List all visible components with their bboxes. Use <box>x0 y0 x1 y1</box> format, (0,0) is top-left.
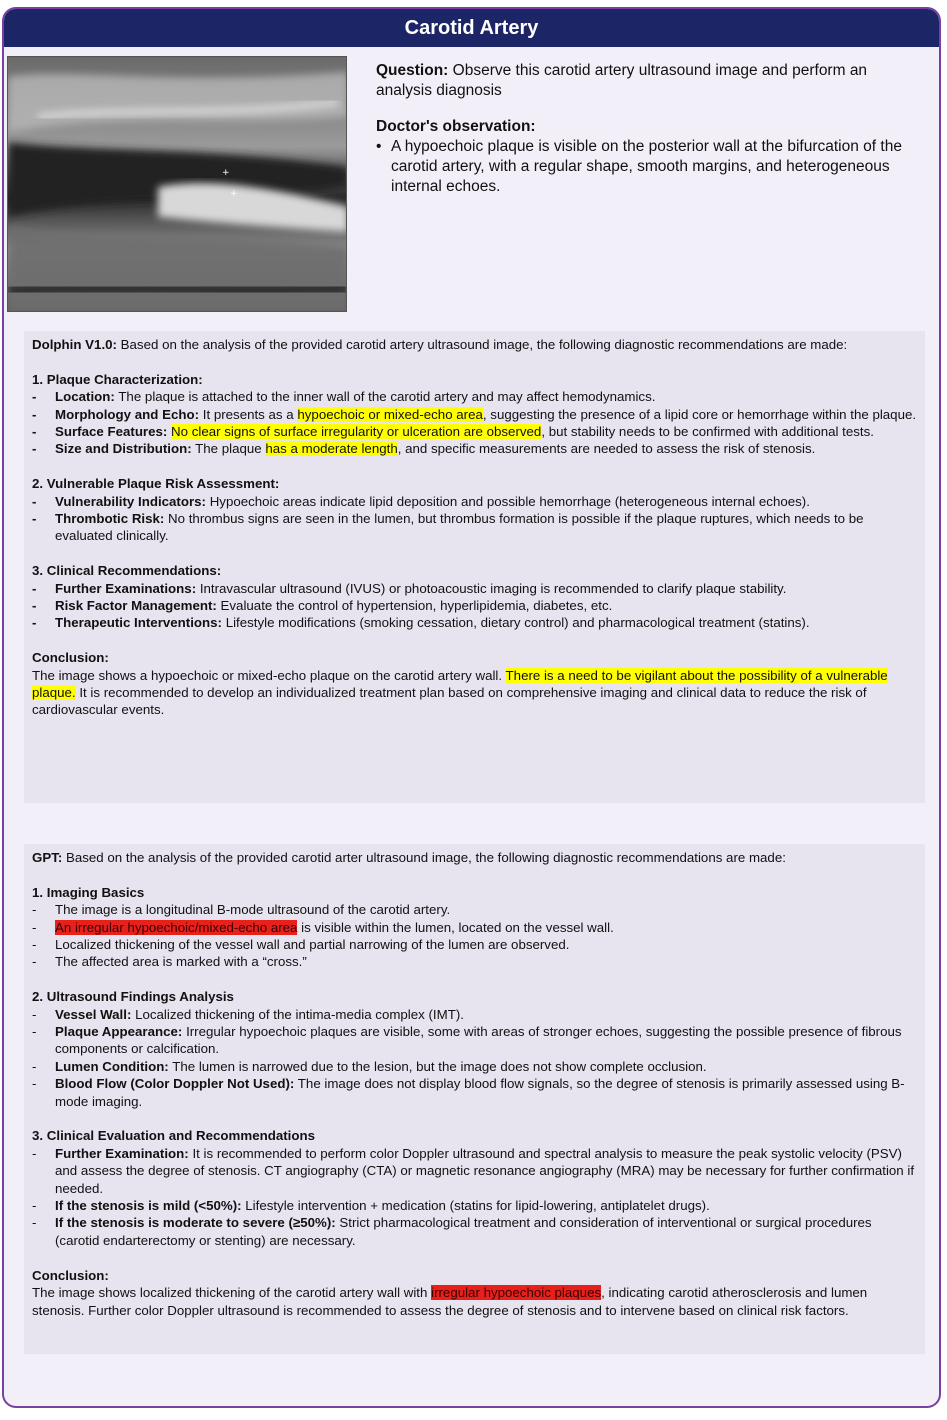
section-heading: 2. Vulnerable Plaque Risk Assessment: <box>32 476 280 492</box>
item-text: No thrombus signs are seen in the lumen, but thrombus formation is possible if the plaque ruptures, which needs to be evaluated clinically. <box>55 511 864 544</box>
item-label: Morphology and Echo: <box>55 406 200 422</box>
page-title: Carotid Artery <box>4 9 939 47</box>
item-text: It presents as a <box>202 406 294 422</box>
highlight-yellow: hypoechoic or mixed-echo area <box>297 406 483 422</box>
item-text: , but stability needs to be confirmed with additional tests. <box>541 424 874 440</box>
list-item: - The image is a longitudinal B-mode ultrasound of the carotid artery. <box>32 902 451 918</box>
list-item: - Risk Factor Management: Evaluate the control of hypertension, hyperlipidemia, diabetes, etc. <box>32 598 613 614</box>
section-heading: 3. Clinical Evaluation and Recommendations <box>32 1128 315 1144</box>
section-heading: 2. Ultrasound Findings Analysis <box>32 989 234 1005</box>
item-text: The lumen is narrowed due to the lesion, but the image does not show complete occlusion. <box>172 1058 707 1074</box>
list-item: - Thrombotic Risk: No thrombus signs are seen in the lumen, but thrombus formation is possible if the plaque ruptures, which needs to be evaluated clinically. <box>32 511 864 544</box>
highlight-red: An irregular hypoechoic/mixed-echo area <box>55 919 298 935</box>
list-item: - Location: The plaque is attached to the inner wall of the carotid artery and may affect hemodynamics. <box>32 389 656 405</box>
gpt-answer-panel <box>24 844 925 1354</box>
gpt-intro <box>32 849 917 866</box>
item-text: Localized thickening of the vessel wall and partial narrowing of the lumen are observed. <box>55 937 570 953</box>
item-text: The image is a longitudinal B-mode ultrasound of the carotid artery. <box>55 902 451 918</box>
list-item: - Surface Features: No clear signs of surface irregularity or ulceration are observed, but stability needs to be confirmed with additional tests. <box>32 424 874 440</box>
question-block <box>376 61 921 197</box>
highlight-yellow: No clear signs of surface irregularity or ulceration are observed <box>171 424 542 440</box>
item-text: The image does not display blood flow signals, so the degree of stenosis is primarily assessed using B-mode imaging. <box>55 1076 905 1109</box>
item-label: Surface Features: <box>55 424 168 440</box>
item-label: If the stenosis is mild (<50%): <box>55 1198 242 1214</box>
item-label: Vessel Wall: <box>55 1006 132 1022</box>
conclusion-part: The image shows a hypoechoic or mixed-echo plaque on the carotid artery wall. <box>32 667 503 683</box>
question-text: Observe this carotid artery ultrasound image and perform an analysis diagnosis <box>376 62 868 99</box>
highlight-yellow: There is a need to be vigilant about the possibility of a vulnerable plaque. <box>32 667 888 701</box>
question <box>376 61 921 101</box>
item-text: The plaque <box>195 441 262 457</box>
list-item: - Blood Flow (Color Doppler Not Used): The image does not display blood flow signals, so the degree of stenosis is primarily assessed using B-mode imaging. <box>32 1076 905 1109</box>
list-item: - Vulnerability Indicators: Hypoechoic areas indicate lipid deposition and possible hemorrhage (heterogeneous internal echoes). <box>32 493 810 509</box>
highlight-yellow: has a moderate length <box>265 441 398 457</box>
item-text: Evaluate the control of hypertension, hyperlipidemia, diabetes, etc. <box>220 598 613 614</box>
gpt-label: GPT: <box>32 850 63 865</box>
list-item: - Plaque Appearance: Irregular hypoechoic plaques are visible, some with areas of stronger echoes, suggesting the possible presence of fibrous components or calcification. <box>32 1024 902 1057</box>
section-heading: 3. Clinical Recommendations: <box>32 563 222 579</box>
list-item: - The affected area is marked with a “cross.” <box>32 954 307 970</box>
observation-label: Doctor's observation: <box>376 118 536 135</box>
svg-text:+: + <box>230 189 238 199</box>
item-label: Therapeutic Interventions: <box>55 615 222 631</box>
item-text: Strict pharmacological treatment and consideration of interventional or surgical procedures (carotid endarterectomy or stenting) are necessary. <box>55 1215 872 1248</box>
item-label: Further Examinations: <box>55 580 197 596</box>
list-item: - If the stenosis is moderate to severe (≥50%): Strict pharmacological treatment and consideration of interventional or surgical procedures (carotid endarterectomy or stenting) are necessary. <box>32 1215 872 1248</box>
section-heading: 1. Plaque Characterization: <box>32 371 203 387</box>
item-text: The affected area is marked with a “cross.” <box>55 954 307 970</box>
item-text: Lifestyle modifications (smoking cessation, dietary control) and pharmacological treatment (statins). <box>225 615 810 631</box>
dolphin-intro-text: Based on the analysis of the provided carotid artery ultrasound image, the following diagnostic recommendations are made: <box>120 337 848 352</box>
dolphin-intro <box>32 336 917 353</box>
section-heading: 1. Imaging Basics <box>32 884 145 900</box>
list-item: - Localized thickening of the vessel wall and partial narrowing of the lumen are observed. <box>32 937 570 953</box>
conclusion-part: The image shows localized thickening of the carotid artery wall with <box>32 1285 428 1301</box>
svg-text:+: + <box>222 168 230 178</box>
conclusion-text <box>32 667 917 719</box>
list-item: - Lumen Condition: The lumen is narrowed due to the lesion, but the image does not show complete occlusion. <box>32 1058 707 1074</box>
list-item: - Morphology and Echo: It presents as a hypoechoic or mixed-echo area, suggesting the presence of a lipid core or hemorrhage within the plaque. <box>32 406 917 422</box>
item-text: Localized thickening of the intima-media complex (IMT). <box>135 1006 464 1022</box>
conclusion-heading: Conclusion: <box>32 1267 109 1283</box>
dolphin-answer-panel <box>24 331 925 803</box>
gpt-intro-text: Based on the analysis of the provided carotid arter ultrasound image, the following diagnostic recommendations are made: <box>66 850 786 865</box>
item-label: Plaque Appearance: <box>55 1024 183 1040</box>
list-item: - Size and Distribution: The plaque has a moderate length, and specific measurements are needed to assess the risk of stenosis. <box>32 441 816 457</box>
item-text: The plaque is attached to the inner wall of the carotid artery and may affect hemodynamics. <box>118 389 656 405</box>
item-text: Irregular hypoechoic plaques are visible, some with areas of stronger echoes, suggesting the possible presence of fibrous components or calcification. <box>55 1024 902 1057</box>
observation-list <box>376 137 921 197</box>
item-label: Vulnerability Indicators: <box>55 493 206 509</box>
item-text: , suggesting the presence of a lipid core or hemorrhage within the plaque. <box>482 406 917 422</box>
item-text: , and specific measurements are needed to assess the risk of stenosis. <box>397 441 816 457</box>
item-label: Lumen Condition: <box>55 1058 169 1074</box>
item-label: Size and Distribution: <box>55 441 192 457</box>
item-label: Location: <box>55 389 115 405</box>
list-item: - Further Examination: It is recommended to perform color Doppler ultrasound and spectral analysis to measure the peak systolic velocity (PSV) and assess the degree of stenosis. CT angiography (CTA) or magnetic resonance angiography (MRA) may be necessary for further confirmation if needed. <box>32 1145 915 1196</box>
question-label: Question: <box>376 62 449 79</box>
conclusion-heading: Conclusion: <box>32 650 109 666</box>
observation-bullet: • A hypoechoic plaque is visible on the posterior wall at the bifurcation of the carotid artery, with a regular shape, smooth margins, and heterogeneous internal echoes. <box>376 137 921 197</box>
list-item: - Further Examinations: Intravascular ultrasound (IVUS) or photoacoustic imaging is recommended to clarify plaque stability. <box>32 580 787 596</box>
figure-frame <box>2 7 941 1408</box>
conclusion-part: , indicating carotid atherosclerosis and lumen stenosis. Further color Doppler ultrasound is recommended to assess the degree of stenosis and to intervene based on clinical risk factors. <box>32 1285 868 1318</box>
dolphin-label: Dolphin V1.0: <box>32 337 117 352</box>
item-label: Further Examination: <box>55 1145 189 1161</box>
item-text: Intravascular ultrasound (IVUS) or photoacoustic imaging is recommended to clarify plaque stability. <box>199 580 787 596</box>
conclusion-text <box>32 1284 917 1319</box>
list-item: - An irregular hypoechoic/mixed-echo area is visible within the lumen, located on the vessel wall. <box>32 919 614 935</box>
list-item: - Vessel Wall: Localized thickening of the intima-media complex (IMT). <box>32 1006 464 1022</box>
list-item: - Therapeutic Interventions: Lifestyle modifications (smoking cessation, dietary control) and pharmacological treatment (statins). <box>32 615 810 631</box>
item-text: is visible within the lumen, located on the vessel wall. <box>301 919 614 935</box>
item-text: It is recommended to perform color Doppler ultrasound and spectral analysis to measure the peak systolic velocity (PSV) and assess the degree of stenosis. CT angiography (CTA) or magnetic resonance angiography (MRA) may be necessary for further confirmation if needed. <box>55 1145 915 1196</box>
item-label: If the stenosis is moderate to severe (≥50%): <box>55 1215 336 1231</box>
item-label: Blood Flow (Color Doppler Not Used): <box>55 1076 295 1092</box>
item-label: Thrombotic Risk: <box>55 511 165 527</box>
ultrasound-graphic <box>8 57 347 312</box>
conclusion-part: It is recommended to develop an individualized treatment plan based on comprehensive imaging and clinical data to reduce the risk of cardiovascular events. <box>32 685 867 718</box>
list-item: - If the stenosis is mild (<50%): Lifestyle intervention + medication (statins for lipid-lowering, antiplatelet drugs). <box>32 1198 710 1214</box>
item-label: Risk Factor Management: <box>55 598 217 614</box>
carotid-ultrasound-image <box>7 56 347 312</box>
item-text: Hypoechoic areas indicate lipid deposition and possible hemorrhage (heterogeneous internal echoes). <box>209 493 810 509</box>
highlight-red: irregular hypoechoic plaques <box>431 1285 602 1301</box>
item-text: Lifestyle intervention + medication (statins for lipid-lowering, antiplatelet drugs). <box>245 1198 710 1214</box>
